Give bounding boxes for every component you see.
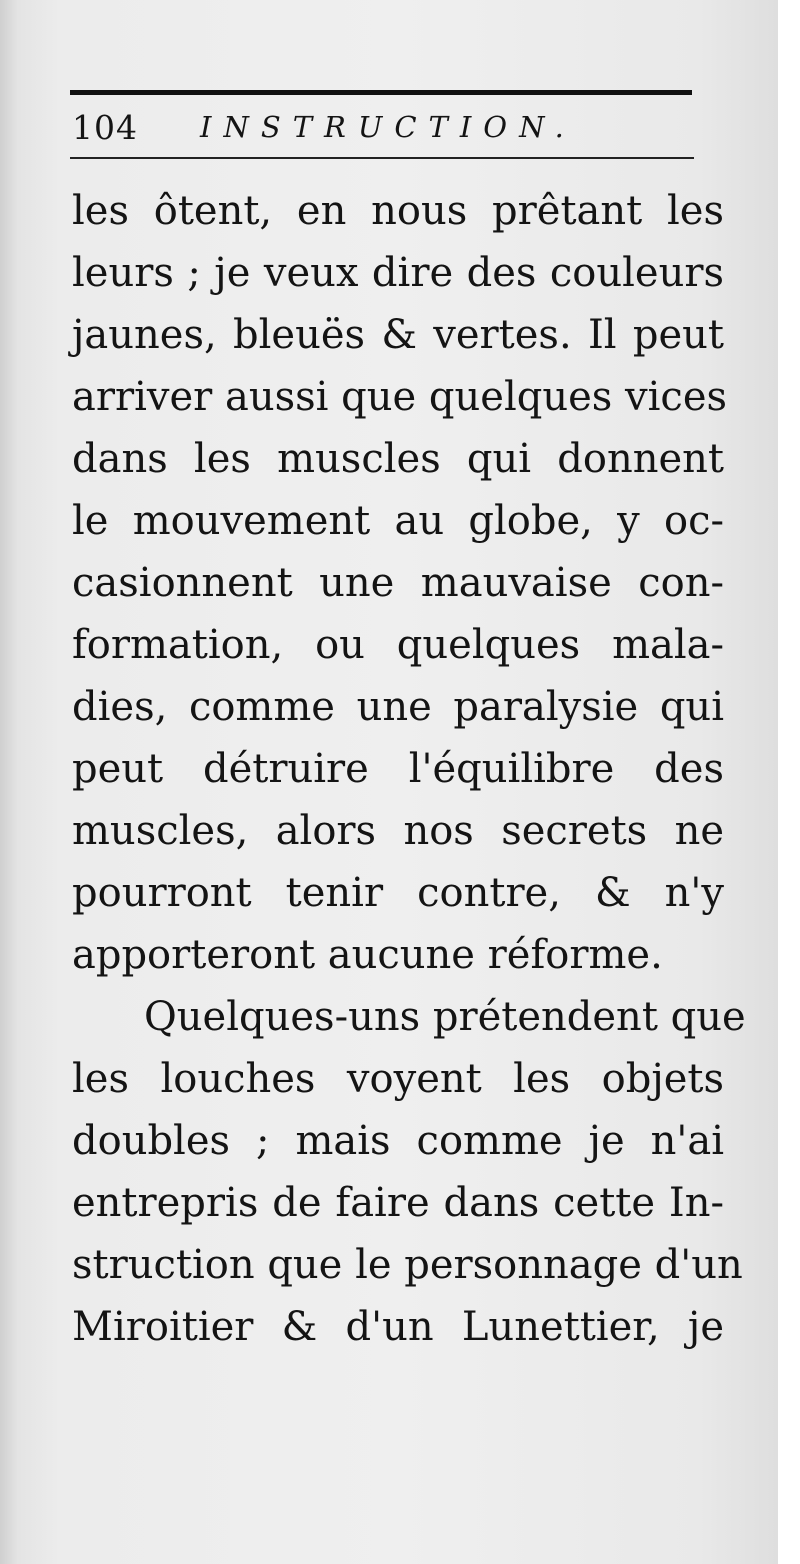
text-line: Miroitier & d'un Lunettier, je bbox=[72, 1304, 724, 1350]
text-line: muscles, alors nos secrets ne bbox=[72, 808, 724, 854]
text-line: doubles ; mais comme je n'ai bbox=[72, 1118, 724, 1164]
text-line: le mouvement au globe, y oc- bbox=[72, 498, 724, 544]
page-number: 104 bbox=[72, 108, 138, 147]
text-line: pourront tenir contre, & n'y bbox=[72, 870, 724, 916]
scan-margin bbox=[778, 0, 800, 1564]
paragraph-first-line: Quelques-uns prétendent que bbox=[144, 994, 746, 1040]
text-line: struction que le personnage d'un bbox=[72, 1242, 743, 1288]
text-line: les louches voyent les objets bbox=[72, 1056, 724, 1102]
text-line: dans les muscles qui donnent bbox=[72, 436, 724, 482]
text-line: arriver aussi que quelques vices bbox=[72, 374, 728, 420]
text-line: dies, comme une paralysie qui bbox=[72, 684, 724, 730]
text-line: formation, ou quelques mala- bbox=[72, 622, 724, 668]
text-line: entrepris de faire dans cette In- bbox=[72, 1180, 724, 1226]
page-header bbox=[72, 104, 692, 152]
text-line: peut détruire l'équilibre des bbox=[72, 746, 724, 792]
body-text bbox=[72, 180, 746, 1358]
paragraph-end-line: apporteront aucune réforme. bbox=[72, 932, 663, 978]
text-line: leurs ; je veux dire des couleurs bbox=[72, 250, 724, 296]
running-head: INSTRUCTION. bbox=[200, 110, 576, 144]
text-line: les ôtent, en nous prêtant les bbox=[72, 188, 724, 234]
text-line: casionnent une mauvaise con- bbox=[72, 560, 724, 606]
header-bottom-rule bbox=[70, 157, 694, 159]
text-line: jaunes, bleuës & vertes. Il peut bbox=[72, 312, 724, 358]
header-top-rule bbox=[70, 90, 692, 95]
